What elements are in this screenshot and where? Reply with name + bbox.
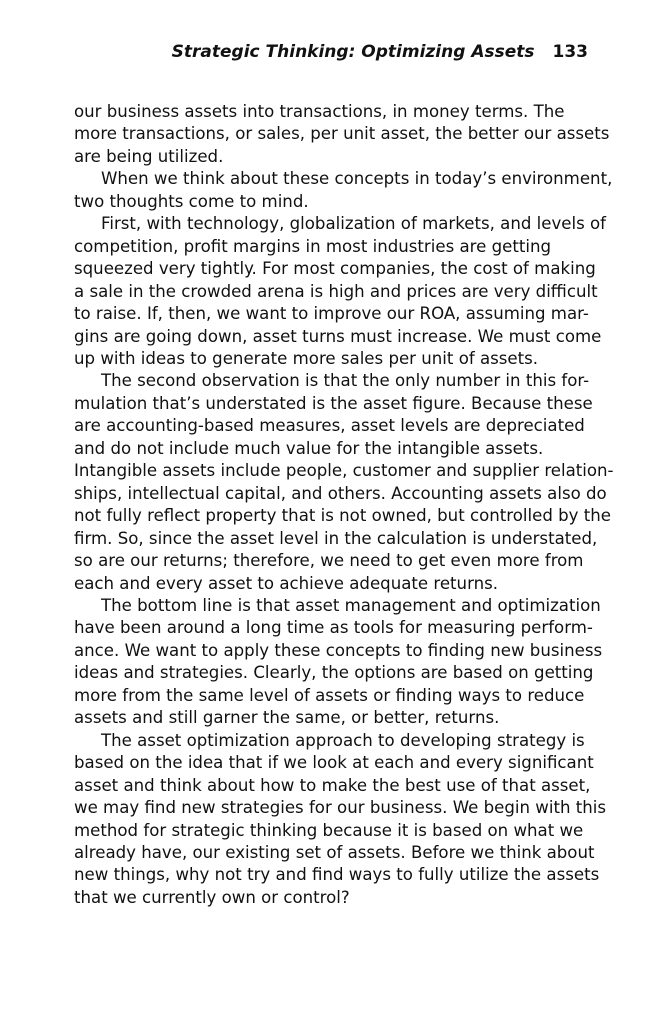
running-head (0, 42, 588, 62)
text-line: are being utilized. (74, 146, 224, 166)
text-line: squeezed very tightly. For most companies, the cost of making (74, 259, 596, 279)
paragraph-first-line: The second observation is that the only number in this for- (101, 371, 590, 391)
text-line: assets and still garner the same, or better, returns. (74, 708, 500, 728)
text-line: more transactions, or sales, per unit asset, the better our assets (74, 124, 610, 144)
chapter-title: Strategic Thinking: Optimizing Assets (171, 42, 535, 62)
text-line: so are our returns; therefore, we need to get even more from (74, 551, 584, 571)
text-line: two thoughts come to mind. (74, 191, 309, 211)
text-line: more from the same level of assets or finding ways to reduce (74, 685, 585, 705)
paragraph-first-line: The asset optimization approach to developing strategy is (101, 730, 585, 750)
body-text (74, 101, 614, 909)
paragraph-first-line: The bottom line is that asset management and optimization (101, 595, 601, 615)
text-line: new things, why not try and find ways to fully utilize the assets (74, 865, 600, 885)
text-line: and do not include much value for the intangible assets. (74, 438, 544, 458)
text-line: method for strategic thinking because it is based on what we (74, 820, 584, 840)
text-line: firm. So, since the asset level in the calculation is understated, (74, 528, 598, 548)
text-line: ance. We want to apply these concepts to finding new business (74, 640, 603, 660)
text-line: up with ideas to generate more sales per unit of assets. (74, 348, 539, 368)
text-line: competition, profit margins in most industries are getting (74, 236, 552, 256)
text-line: each and every asset to achieve adequate returns. (74, 573, 499, 593)
text-line: gins are going down, asset turns must increase. We must come (74, 326, 602, 346)
text-line: have been around a long time as tools for measuring perform- (74, 618, 593, 638)
page-number: 133 (552, 42, 588, 62)
text-line: not fully reflect property that is not owned, but controlled by the (74, 506, 611, 526)
text-line: a sale in the crowded arena is high and prices are very difficult (74, 281, 598, 301)
text-line: asset and think about how to make the best use of that asset, (74, 775, 591, 795)
text-line: to raise. If, then, we want to improve our ROA, assuming mar- (74, 304, 589, 324)
text-line: we may find new strategies for our business. We begin with this (74, 798, 607, 818)
text-line: ships, intellectual capital, and others. Accounting assets also do (74, 483, 607, 503)
text-line: are accounting-based measures, asset levels are depreciated (74, 416, 585, 436)
text-line: that we currently own or control? (74, 887, 350, 907)
text-line: ideas and strategies. Clearly, the options are based on getting (74, 663, 594, 683)
paragraph-first-line: When we think about these concepts in today’s environment, (101, 169, 613, 189)
text-line: based on the idea that if we look at each and every significant (74, 753, 594, 773)
text-line: Intangible assets include people, customer and supplier relation- (74, 461, 614, 481)
text-line: mulation that’s understated is the asset figure. Because these (74, 393, 593, 413)
paragraph-first-line: First, with technology, globalization of markets, and levels of (101, 214, 607, 234)
text-line: our business assets into transactions, in money terms. The (74, 102, 565, 121)
text-line: already have, our existing set of assets. Before we think about (74, 842, 595, 862)
